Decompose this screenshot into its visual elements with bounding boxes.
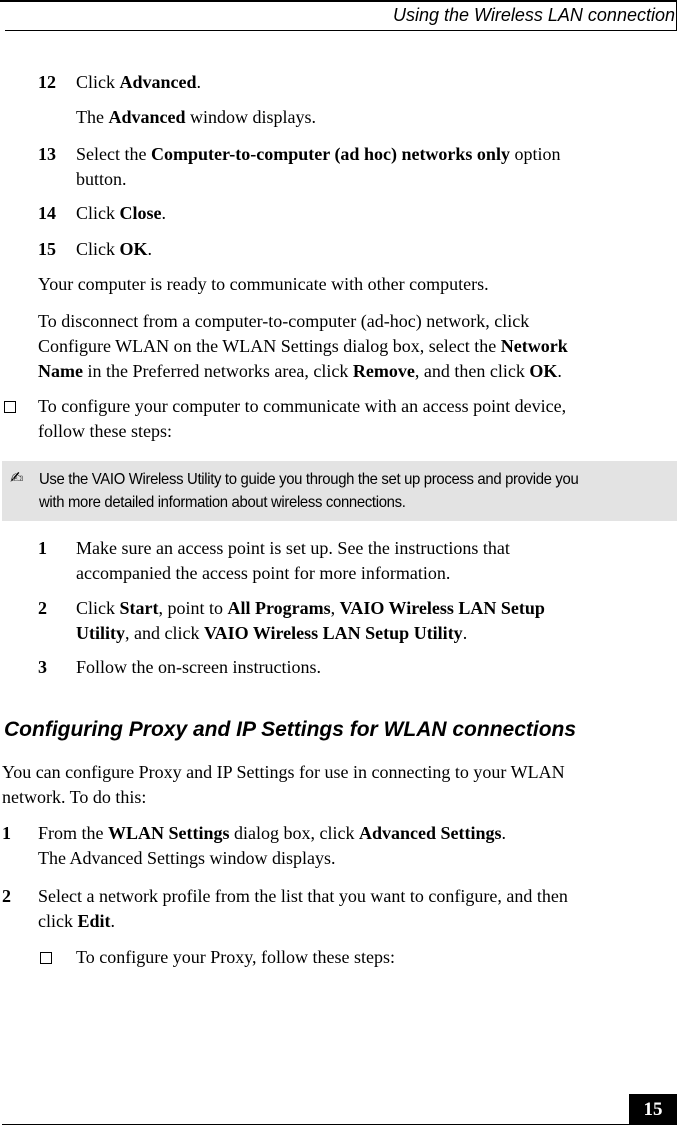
step-number: 15 — [38, 239, 56, 259]
step-number: 12 — [38, 72, 56, 92]
note-box — [2, 461, 677, 521]
header-rule — [5, 30, 677, 31]
bullet-checkbox-icon — [4, 401, 16, 413]
step-text: Click Close. — [76, 203, 166, 223]
step-number: 3 — [38, 657, 47, 677]
footer-rule — [2, 1124, 677, 1125]
step-text: Click Advanced. — [76, 72, 202, 92]
proxy-bullet: To configure your Proxy, follow these steps: — [76, 947, 396, 967]
step-text: From the WLAN Settings dialog box, click Advanced Settings. The Advanced Settings window displays. — [38, 823, 507, 868]
step-number: 2 — [38, 598, 47, 618]
section-heading: Configuring Proxy and IP Settings for WLAN connections — [4, 718, 577, 741]
header-title: Using the Wireless LAN connection — [393, 5, 675, 25]
step-number: 14 — [38, 203, 56, 223]
page-header — [0, 0, 677, 33]
step-text: Click Start, point to All Programs, VAIO Wireless LAN Setup Utility, and click VAIO Wireless LAN Setup Utility. — [76, 598, 545, 643]
step-number: 2 — [2, 886, 11, 906]
step-text: Make sure an access point is set up. See the instructions that accompanied the access point for more information. — [76, 538, 510, 583]
disconnect-paragraph: To disconnect from a computer-to-computer (ad-hoc) network, click Configure WLAN on the WLAN Settings dialog box, select the Network Name in the Preferred networks area, click Remove, and then click OK. — [38, 311, 568, 381]
note-pencil-icon: ✍ — [10, 468, 24, 487]
step-number: 13 — [38, 144, 56, 164]
step-text: Select the Computer-to-computer (ad hoc) networks only option button. — [76, 144, 561, 189]
ready-paragraph: Your computer is ready to communicate with other computers. — [38, 274, 489, 294]
note-text: Use the VAIO Wireless Utility to guide you through the set up process and provide you with more detailed information about wireless connections. — [39, 471, 579, 511]
step-text: The Advanced window displays. — [76, 107, 316, 127]
step-text: Click OK. — [76, 239, 153, 259]
step-text: Select a network profile from the list that you want to configure, and then click Edit. — [38, 886, 568, 931]
access-point-paragraph: To configure your computer to communicate with an access point device, follow these steps: — [38, 396, 567, 441]
section-intro: You can configure Proxy and IP Settings for use in connecting to your WLAN network. To do this: — [2, 762, 565, 807]
step-number: 1 — [38, 538, 47, 558]
step-text: Follow the on-screen instructions. — [76, 657, 321, 677]
step-number: 1 — [2, 823, 11, 843]
page-number: 15 — [629, 1094, 677, 1125]
bullet-checkbox-icon — [40, 952, 52, 964]
